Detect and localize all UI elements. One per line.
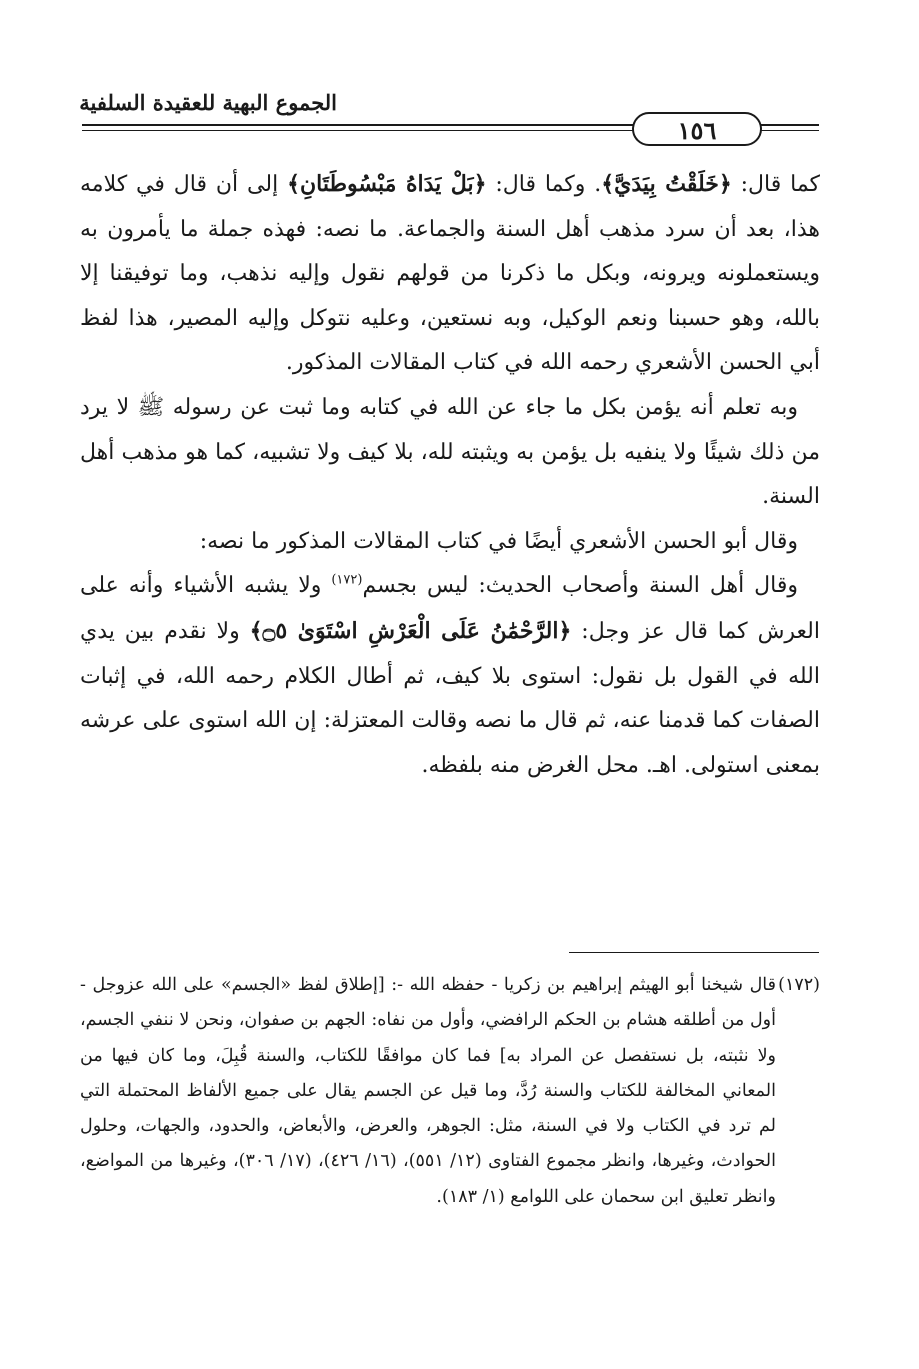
quran-verse: ﴿بَلْ يَدَاهُ مَبْسُوطَتَانِ﴾ xyxy=(287,171,487,197)
footnote-reference: (١٧٢) xyxy=(331,573,363,589)
footnote xyxy=(80,968,820,1215)
text-segment: كما قال: xyxy=(731,172,821,197)
paragraph-1 xyxy=(80,162,820,386)
main-text xyxy=(80,162,820,788)
quran-verse: ﴿خَلَقْتُ بِيَدَيَّ﴾ xyxy=(601,171,732,197)
paragraph-3: وقال أبو الحسن الأشعري أيضًا في كتاب المقالات المذكور ما نصه: xyxy=(199,528,798,554)
footnote-text: قال شيخنا أبو الهيثم إبراهيم بن زكريا - حفظه الله -: [إطلاق لفظ «الجسم» على الله عزوجل - أول من أطلقه هشام بن الحكم الرافضي، وأول من نفاه: الجهم بن صفوان، ونحن لا ننفي الجسم، ولا نثبته، بل نستفصل عن المراد به] فما كان موافقًا للكتاب، والسنة قُبِلَ، وما كان فيها من المعاني المخالفة للكتاب والسنة رُدَّ، وما قيل عن الجسم يقال على جميع الألفاظ المحتملة التي لم ترد في الكتاب ولا في السنة، مثل: الجوهر، والعرض، والأبعاض، والحدود، والجهات، وحلول الحوادث، وغيرها، وانظر مجموع الفتاوى (١٢/ ٥٥١)، (١٦/ ٤٢٦)، (١٧/ ٣٠٦)، وغيرها من المواضع، وانظر تعليق ابن سحمان على اللوامع (١/ ١٨٣). xyxy=(80,975,776,1207)
footnote-separator xyxy=(569,952,819,953)
text-segment: ولا يشبه الأشياء وأنه على العرش كما قال عز وجل: xyxy=(80,573,820,644)
footnotes xyxy=(80,968,820,1215)
quran-verse: ﴿الرَّحْمَٰنُ عَلَى الْعَرْشِ اسْتَوَىٰ ۝٥﴾ xyxy=(249,617,572,644)
running-title: الجموع البهية للعقيدة السلفية xyxy=(79,90,337,115)
paragraph-4 xyxy=(80,564,820,788)
text-segment: ولا نقدم بين يدي الله في القول بل نقول: استوى بلا كيف، ثم أطال الكلام رحمه الله، في إثبات الصفات كما قدمنا عنه، ثم قال ما نصه وقالت المعتزلة: إن الله استوى على عرشه بمعنى استولى. اهـ. محل الغرض منه بلفظه. xyxy=(80,618,820,778)
paragraph-2: وبه تعلم أنه يؤمن بكل ما جاء عن الله في كتابه وما ثبت عن رسوله ﷺ لا يرد من ذلك شيئًا ولا ينفيه بل يؤمن به ويثبته لله، بلا كيف ولا تشبيه، كما هو مذهب أهل السنة. xyxy=(80,394,820,510)
text-segment: وقال أهل السنة وأصحاب الحديث: ليس بجسم xyxy=(362,573,799,599)
footnote-label: (١٧٢) xyxy=(778,975,820,995)
page-number: ١٥٦ xyxy=(632,112,762,146)
text-segment: إلى أن قال في كلامه هذا، بعد أن سرد مذهب أهل السنة والجماعة. ما نصه: فهذه جملة ما يأمرون به ويستعملونه ويرونه، وبكل ما ذكرنا من قولهم نقول وإليه نذهب، وما توفيقنا إلا بالله، وهو حسبنا ونعم الوكيل، وبه نستعين، وعليه نتوكل وإليه المصير، هذا لفظ أبي الحسن الأشعري رحمه الله في كتاب المقالات المذكور. xyxy=(80,172,820,376)
text-segment: . وكما قال: xyxy=(486,172,602,197)
